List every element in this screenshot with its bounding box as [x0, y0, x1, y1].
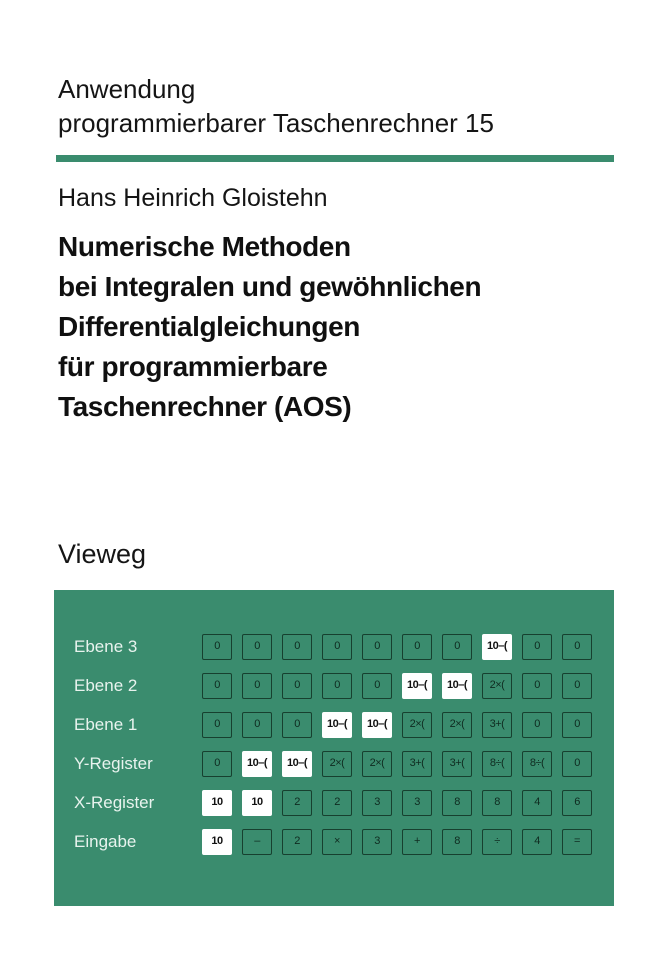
register-cell: 0 [402, 634, 432, 660]
author-name: Hans Heinrich Gloistehn [58, 184, 328, 212]
register-row-label: Ebene 2 [74, 676, 138, 695]
series-line-2: programmierbarer Taschenrechner 15 [58, 108, 494, 138]
register-cell: 10–( [362, 712, 392, 738]
register-cell: 2×( [362, 751, 392, 777]
register-cell: 10 [202, 790, 232, 816]
register-cell: 0 [562, 751, 592, 777]
register-cell: 0 [242, 673, 272, 699]
register-cell: 3+( [402, 751, 432, 777]
register-cell: 0 [362, 673, 392, 699]
register-cell: 8 [482, 790, 512, 816]
book-title [58, 227, 658, 427]
register-row-label: X-Register [74, 793, 155, 812]
register-cell: 0 [322, 673, 352, 699]
register-cell: 0 [322, 634, 352, 660]
register-cell: 8 [442, 790, 472, 816]
register-cell: 2×( [402, 712, 432, 738]
register-cell: 0 [522, 712, 552, 738]
register-cell: + [402, 829, 432, 855]
register-cell: 10 [242, 790, 272, 816]
register-cell: 10–( [402, 673, 432, 699]
register-row-label: Y-Register [74, 754, 153, 773]
register-cell: 8÷( [482, 751, 512, 777]
register-cell: 0 [202, 751, 232, 777]
register-cell: 0 [202, 712, 232, 738]
register-diagram-panel [54, 590, 614, 906]
register-cell: = [562, 829, 592, 855]
series-divider [56, 155, 614, 162]
register-cell: ÷ [482, 829, 512, 855]
register-cell: 2×( [322, 751, 352, 777]
register-cell: 0 [562, 712, 592, 738]
register-cell: 10–( [322, 712, 352, 738]
register-cell: 0 [442, 634, 472, 660]
register-cell: 0 [522, 634, 552, 660]
register-cell: × [322, 829, 352, 855]
register-cell: 3 [362, 790, 392, 816]
register-cell: 3+( [482, 712, 512, 738]
series-title [58, 72, 494, 140]
register-cell: 4 [522, 790, 552, 816]
register-cell: 3 [362, 829, 392, 855]
register-cell: 2×( [442, 712, 472, 738]
register-cell: 0 [202, 673, 232, 699]
register-cell: 0 [242, 712, 272, 738]
register-row-label: Ebene 1 [74, 715, 138, 734]
register-cell: 3+( [442, 751, 472, 777]
register-cell: 0 [202, 634, 232, 660]
title-line: Differentialgleichungen [58, 311, 360, 342]
register-cell: 10 [202, 829, 232, 855]
register-cell: 0 [562, 673, 592, 699]
register-cell: 2 [282, 829, 312, 855]
register-cell: 8÷( [522, 751, 552, 777]
series-line-1: Anwendung [58, 74, 196, 104]
register-row-label: Ebene 3 [74, 637, 138, 656]
register-cell: 8 [442, 829, 472, 855]
register-cell: 0 [242, 634, 272, 660]
register-cell: 10–( [282, 751, 312, 777]
title-line: Numerische Methoden [58, 231, 351, 262]
register-cell: 6 [562, 790, 592, 816]
register-cell: 0 [282, 712, 312, 738]
register-cell: 0 [282, 634, 312, 660]
register-cell: 2 [282, 790, 312, 816]
publisher-name: Vieweg [58, 539, 147, 569]
register-cell: 10–( [242, 751, 272, 777]
register-cell: 10–( [442, 673, 472, 699]
title-line: Taschenrechner (AOS) [58, 391, 352, 422]
register-cell: 3 [402, 790, 432, 816]
title-line: bei Integralen und gewöhnlichen [58, 271, 482, 302]
register-cell: 0 [282, 673, 312, 699]
register-cell: 0 [522, 673, 552, 699]
register-cell: 4 [522, 829, 552, 855]
register-cell: 0 [562, 634, 592, 660]
register-cell: 2×( [482, 673, 512, 699]
register-cell: 10–( [482, 634, 512, 660]
register-row-label: Eingabe [74, 832, 137, 851]
title-line: für programmierbare [58, 351, 328, 382]
register-cell: 0 [362, 634, 392, 660]
register-cell: 2 [322, 790, 352, 816]
register-cell: – [242, 829, 272, 855]
